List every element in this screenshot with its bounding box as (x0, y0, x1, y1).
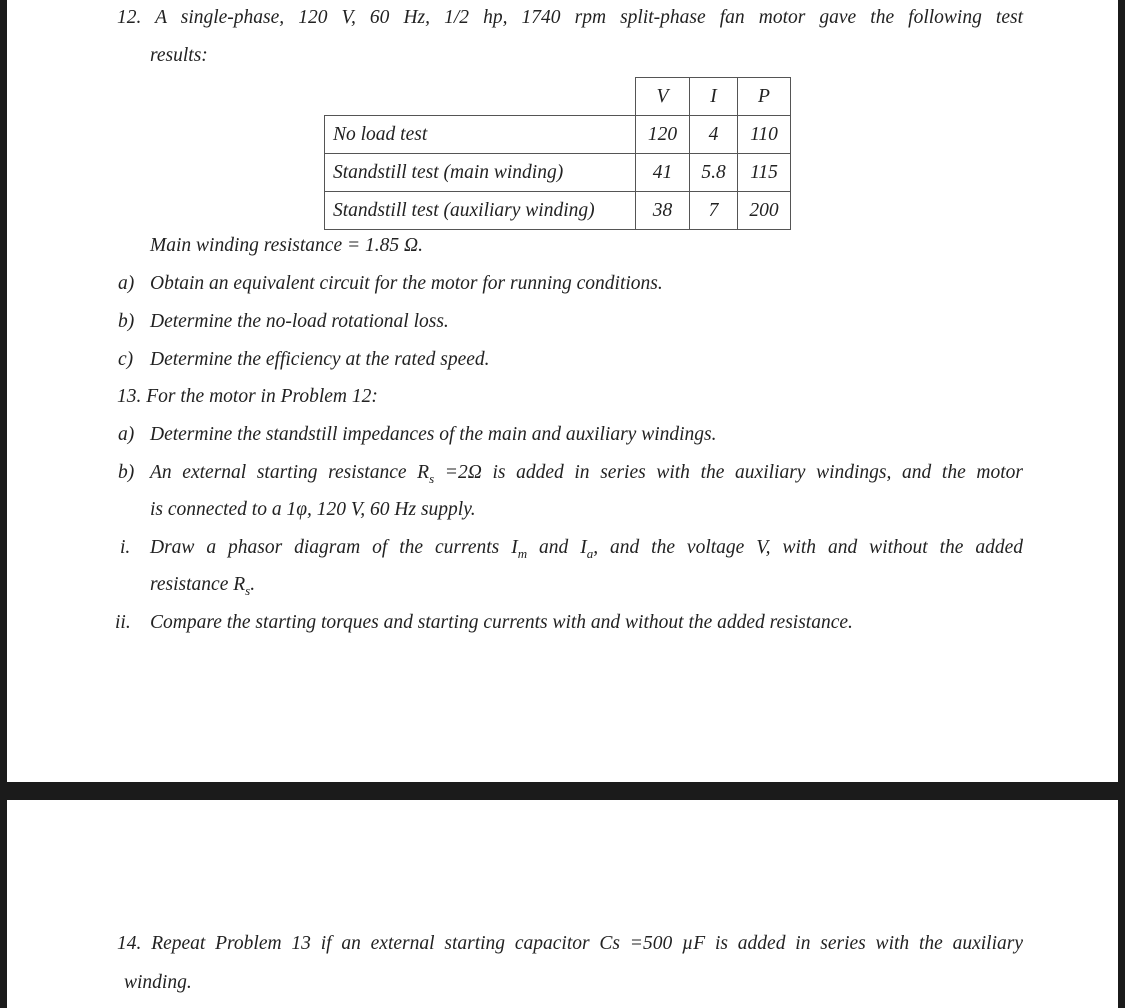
problem-14-line-2: winding. (124, 972, 192, 993)
header-power: P (738, 78, 791, 116)
item-marker: a) (118, 424, 135, 445)
item-13b-ii: Compare the starting torques and starting currents with and without the added resistance. (150, 612, 853, 633)
subscript: s (429, 470, 435, 486)
item-12c: Determine the efficiency at the rated speed. (150, 349, 490, 370)
row-label: Standstill test (main winding) (325, 154, 636, 192)
item-marker: a) (118, 273, 135, 294)
table-corner-cell (325, 78, 636, 116)
cell-voltage: 41 (636, 154, 690, 192)
subscript: s (245, 582, 251, 598)
text-segment: Draw a phasor diagram of the currents I (150, 537, 518, 558)
main-winding-resistance: Main winding resistance = 1.85 Ω. (150, 235, 423, 256)
cell-current: 4 (690, 116, 738, 154)
item-marker: ii. (115, 612, 131, 633)
table-row (325, 192, 791, 230)
item-marker: c) (118, 349, 134, 370)
table-row (325, 116, 791, 154)
item-marker: b) (118, 311, 135, 332)
row-label: Standstill test (auxiliary winding) (325, 192, 636, 230)
item-12a: Obtain an equivalent circuit for the motor for running conditions. (150, 273, 663, 294)
item-12b: Determine the no-load rotational loss. (150, 311, 449, 332)
cell-current: 5.8 (690, 154, 738, 192)
problem-12-line-2: results: (150, 45, 208, 66)
cell-current: 7 (690, 192, 738, 230)
problem-12-line-1: 12. A single-phase, 120 V, 60 Hz, 1/2 hp, 1740 rpm split-phase fan motor gave the following test (117, 7, 1023, 28)
item-marker: i. (120, 537, 131, 558)
item-13b-line-2: is connected to a 1φ, 120 V, 60 Hz supply. (150, 499, 476, 520)
text-segment: An external starting resistance R (150, 462, 430, 483)
test-results-table (324, 77, 791, 230)
text-segment: . (250, 574, 256, 595)
item-13b-line-1 (150, 461, 1023, 491)
cell-voltage: 120 (636, 116, 690, 154)
cell-power: 115 (738, 154, 791, 192)
table-header-row (325, 78, 791, 116)
item-13a: Determine the standstill impedances of the main and auxiliary windings. (150, 424, 717, 445)
page-upper (7, 0, 1118, 782)
header-current: I (690, 78, 738, 116)
cell-power: 110 (738, 116, 791, 154)
problem-14-line-1: 14. Repeat Problem 13 if an external starting capacitor Cs =500 µF is added in series with the auxiliary (117, 933, 1023, 954)
row-label: No load test (325, 116, 636, 154)
text-segment: and I (527, 537, 587, 558)
text-segment: =2Ω is added in series with the auxiliary windings, and the motor (434, 462, 1023, 483)
problem-13-heading: 13. For the motor in Problem 12: (117, 386, 378, 407)
text-segment: , and the voltage V, with and without the added (593, 537, 1023, 558)
page-lower (7, 800, 1118, 1008)
cell-voltage: 38 (636, 192, 690, 230)
subscript: a (586, 545, 594, 561)
item-marker: b) (118, 462, 135, 483)
cell-power: 200 (738, 192, 791, 230)
text-segment: resistance R (150, 574, 246, 595)
item-13b-i-line-1 (150, 536, 1023, 566)
subscript: m (517, 545, 528, 561)
table-row (325, 154, 791, 192)
item-13b-i-line-2 (150, 573, 255, 603)
header-voltage: V (636, 78, 690, 116)
